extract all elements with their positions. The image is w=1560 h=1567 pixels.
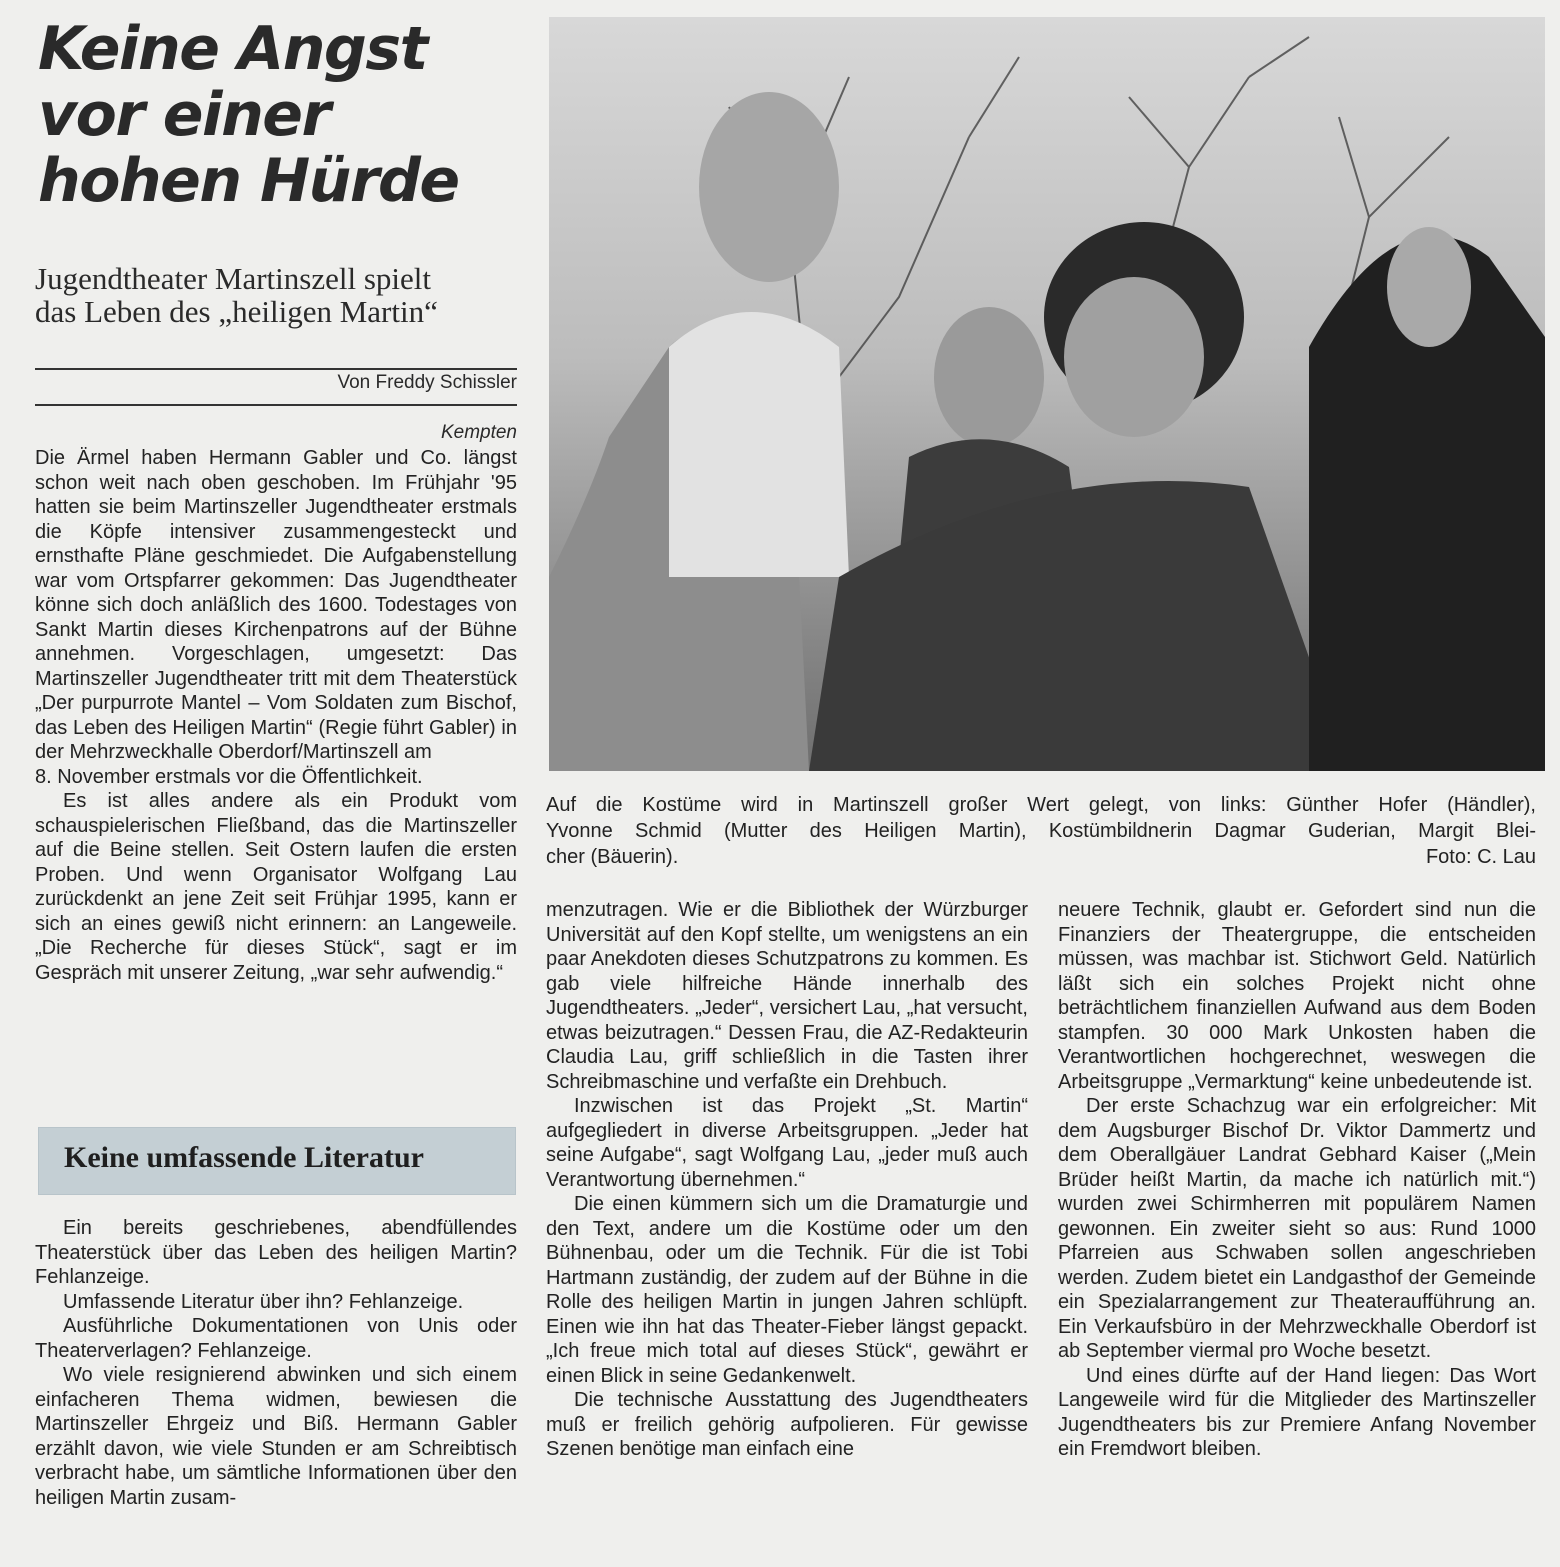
paragraph: Die technische Ausstattung des Jugendtheaters muß er freilich gehörig aufpolieren. Für gewisse Szenen benötige man einfach eine	[546, 1389, 1028, 1460]
paragraph: Ausführliche Dokumentationen von Unis oder Theaterverlagen? Fehlanzeige.	[35, 1315, 517, 1362]
paragraph: menzutragen. Wie er die Bibliothek der Würzburger Universität auf den Kopf stellte, um wenigstens an ein paar Anekdoten dieses Schutzpatrons zu kommen. Es gab viele hilfreiche Hände innerhalb des Jugendtheaters. „Jeder“, versichert Lau, „hat versucht, etwas beizutragen.“ Dessen Frau, die AZ-Redakteurin Claudia Lau, griff schließlich in die Tasten ihrer Schreibmaschine und verfaßte ein Drehbuch.	[546, 899, 1028, 1093]
caption-line-2: Yvonne Schmid (Mutter des Heiligen Martin), Kostümbildnerin Dagmar Guderian, Margit Blei-	[546, 820, 1536, 842]
byline-rule-bottom	[35, 404, 517, 406]
headline	[38, 16, 538, 214]
section-heading-box	[38, 1127, 516, 1195]
byline: Von Freddy Schissler	[337, 372, 517, 393]
paragraph: Der erste Schachzug war ein erfolgreicher: Mit dem Augsburger Bischof Dr. Viktor Dammertz und dem Oberallgäuer Landrat Gebhard Kaiser („Mein Brüder heißt Martin, da mache ich natürlich mit.“) wurden zwei Schirmherren mit populärem Namen gewonnen. Ein zweiter sieht so aus: Rund 1000 Pfarreien aus Schwaben sollen angeschrieben werden. Zudem bietet ein Landgasthof der Gemeinde ein Spezialarrangement zur Theateraufführung an. Ein Verkaufsbüro in der Mehrzweckhalle Oberdorf ist ab September viermal pro Woche besetzt.	[1058, 1095, 1536, 1362]
photo-caption	[546, 792, 1536, 870]
headline-line-2: vor einer	[38, 80, 330, 150]
byline-rule-top	[35, 368, 517, 370]
headline-line-3: hohen Hürde	[38, 146, 459, 216]
caption-line-1: Auf die Kostüme wird in Martinszell großer Wert gelegt, von links: Günther Hofer (Händler),	[546, 794, 1536, 816]
headline-line-1: Keine Angst	[38, 14, 427, 84]
subheadline-line-2: das Leben des „heiligen Martin“	[35, 294, 438, 329]
paragraph: Umfassende Literatur über ihn? Fehlanzeige.	[63, 1290, 464, 1313]
photo-illustration	[549, 17, 1545, 771]
paragraph: Ein bereits geschriebenes, abendfüllendes Theaterstück über das Leben des heiligen Martin? Fehlanzeige.	[35, 1217, 517, 1288]
subheadline-line-1: Jugendtheater Martinszell spielt	[35, 261, 431, 296]
paragraph: neuere Technik, glaubt er. Gefordert sind nun die Finanziers der Theatergruppe, die entscheiden müssen, was machbar ist. Stichwort Geld. Natürlich läßt sich ein solches Projekt nicht ohne beträchtlichem finanziellen Aufwand aus dem Boden stampfen. 30 000 Mark Unkosten haben die Verantwortlichen hochgerechnet, weswegen die Arbeitsgruppe „Vermarktung“ keine unbedeutende ist.	[1058, 899, 1536, 1093]
column-1-upper	[35, 446, 517, 985]
column-2	[546, 898, 1028, 1462]
photo-credit: Foto: C. Lau	[1425, 846, 1536, 868]
caption-line-3	[546, 844, 1536, 870]
paragraph: Es ist alles andere als ein Produkt vom schauspielerischen Fließband, das die Martinszeller auf die Beine stellen. Seit Ostern laufen die ersten Proben. Und wenn Organisator Wolfgang Lau zurückdenkt an jene Zeit seit Frühjar 1995, kann er sich an eines gewiß nicht erinnern: an Langeweile. „Die Recherche für dieses Stück“, sagt er im Gespräch mit unserer Zeitung, „war sehr aufwendig.“	[35, 790, 517, 984]
paragraph: Und eines dürfte auf der Hand liegen: Das Wort Langeweile wird für die Mitglieder des Martinszeller Jugendtheaters bis zur Premiere Anfang November ein Fremdwort bleiben.	[1058, 1364, 1536, 1460]
section-heading: Keine umfassende Literatur	[64, 1141, 424, 1174]
column-1-lower	[35, 1216, 517, 1510]
article-photo	[549, 17, 1545, 771]
paragraph: Die einen kümmern sich um die Dramaturgie und den Text, andere um die Kostüme oder um den Bühnenbau, oder um die Technik. Für die ist Tobi Hartmann zuständig, der zudem auf der Bühne in die Rolle des heiligen Martin in jungen Jahren schlüpft. Einen wie ihn hat das Theater-Fieber längst gepackt. „Ich freue mich total auf dieses Stück“, gewährt er einen Blick in seine Gedankenwelt.	[546, 1193, 1028, 1387]
caption-line-3-text: cher (Bäuerin).	[546, 846, 679, 868]
subheadline	[35, 262, 525, 328]
paragraph: 8. November erstmals vor die Öffentlichkeit.	[35, 765, 423, 788]
paragraph: Wo viele resignierend abwinken und sich einem einfacheren Thema widmen, bewiesen die Martinszeller Ehrgeiz und Biß. Hermann Gabler erzählt davon, wie viele Stunden er am Schreibtisch verbracht habe, um sämtliche Informationen über den heiligen Martin zusam-	[35, 1364, 517, 1509]
paragraph: Die Ärmel haben Hermann Gabler und Co. längst schon weit nach oben geschoben. Im Frühjahr '95 hatten sie beim Martinszeller Jugendtheater erstmals die Köpfe intensiver zusammengesteckt und ernsthafte Pläne geschmiedet. Die Aufgabenstellung war vom Ortspfarrer gekommen: Das Jugendtheater könne sich doch anläßlich des 1600. Todestages von Sankt Martin dieses Kirchenpatrons auf der Bühne annehmen. Vorgeschlagen, umgesetzt: Das Martinszeller Jugendtheater tritt mit dem Theaterstück „Der purpurrote Mantel – Vom Soldaten zum Bischof, das Leben des Heiligen Martin“ (Regie führt Gabler) in der Mehrzweckhalle Oberdorf/Martinszell am	[35, 447, 517, 763]
paragraph: Inzwischen ist das Projekt „St. Martin“ aufgegliedert in diverse Arbeitsgruppen. „Jeder hat seine Aufgabe“, sagt Wolfgang Lau, „jeder muß auch Verantwortung übernehmen.“	[546, 1095, 1028, 1191]
dateline: Kempten	[440, 422, 517, 443]
column-3	[1058, 898, 1536, 1462]
